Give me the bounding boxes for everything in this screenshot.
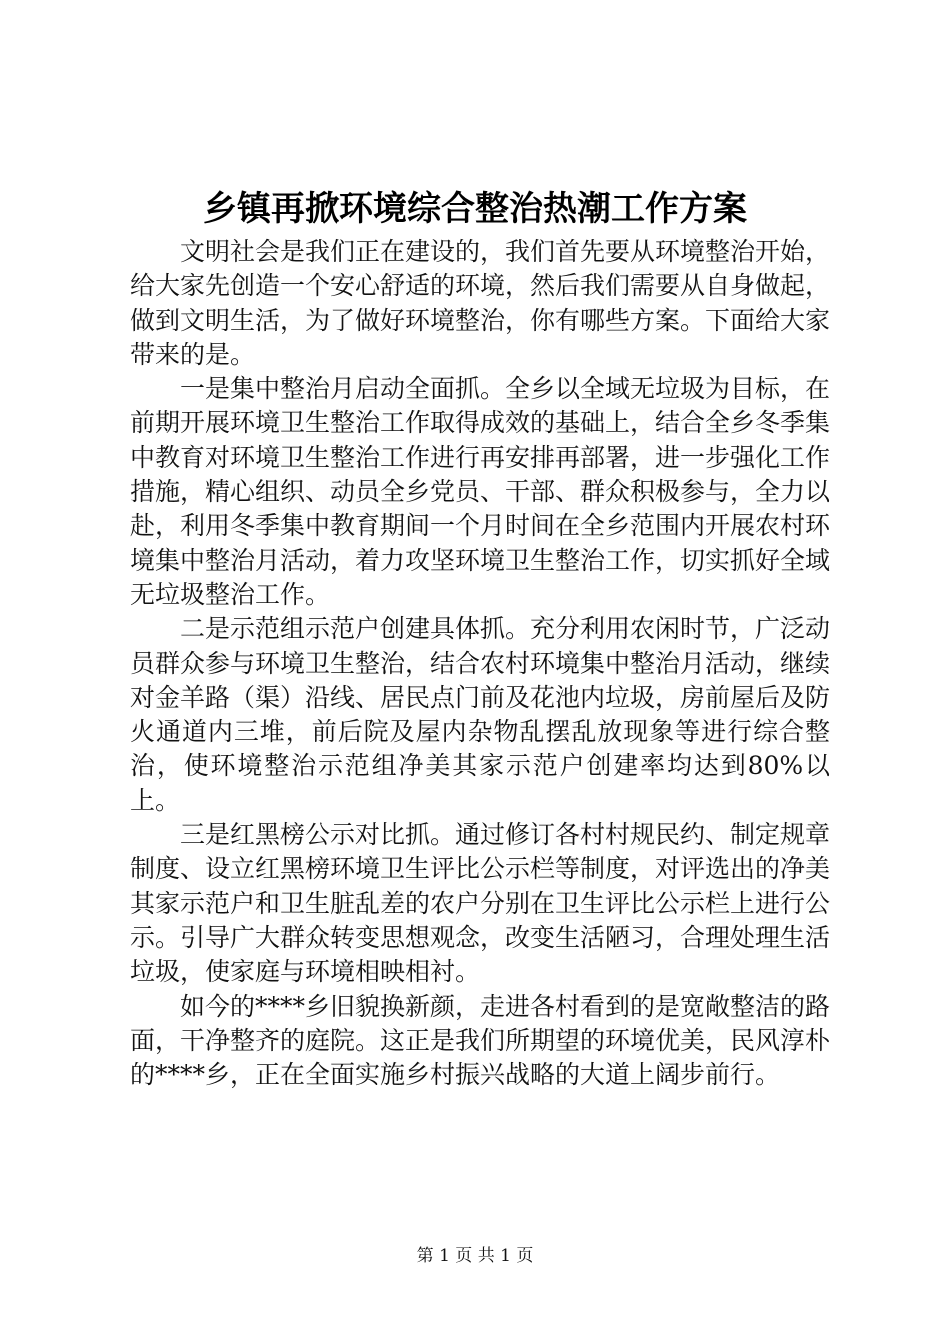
paragraph-point-one: 一是集中整治月启动全面抓。全乡以全域无垃圾为目标，在前期开展环境卫生整治工作取得成效的基础上，结合全乡冬季集中教育对环境卫生整治工作进行再安排再部署，进一步强化工作措施，精心组织、动员全乡党员、干部、群众积极参与，全力以赴，利用冬季集中教育期间一个月时间在全乡范围内开展农村环境集中整治月活动，着力攻坚环境卫生整治工作，切实抓好全域无垃圾整治工作。 <box>130 374 831 609</box>
page-number-footer: 第 1 页 共 1 页 <box>416 1246 534 1266</box>
document-title: 乡镇再掀环境综合整治热潮工作方案 <box>203 189 747 229</box>
paragraph-point-three: 三是红黑榜公示对比抓。通过修订各村村规民约、制定规章制度、设立红黑榜环境卫生评比公示栏等制度，对评选出的净美其家示范户和卫生脏乱差的农户分别在卫生评比公示栏上进行公示。引导广大群众转变思想观念，改变生活陋习，合理处理生活垃圾，使家庭与环境相映相衬。 <box>130 820 831 987</box>
paragraph-point-two: 二是示范组示范户创建具体抓。充分利用农闲时节，广泛动员群众参与环境卫生整治，结合农村环境集中整治月活动，继续对金羊路（渠）沿线、居民点门前及花池内垃圾，房前屋后及防火通道内三堆，前后院及屋内杂物乱摆乱放现象等进行综合整治，使环境整治示范组净美其家示范户创建率均达到80%以上。 <box>130 614 831 815</box>
document-body <box>130 235 830 1092</box>
paragraph-intro: 文明社会是我们正在建设的，我们首先要从环境整治开始，给大家先创造一个安心舒适的环境，然后我们需要从自身做起，做到文明生活，为了做好环境整治，你有哪些方案。下面给大家带来的是。 <box>130 237 831 369</box>
paragraph-conclusion: 如今的****乡旧貌换新颜，走进各村看到的是宽敞整洁的路面，干净整齐的庭院。这正是我们所期望的环境优美，民风淳朴的****乡，正在全面实施乡村振兴战略的大道上阔步前行。 <box>130 991 831 1090</box>
